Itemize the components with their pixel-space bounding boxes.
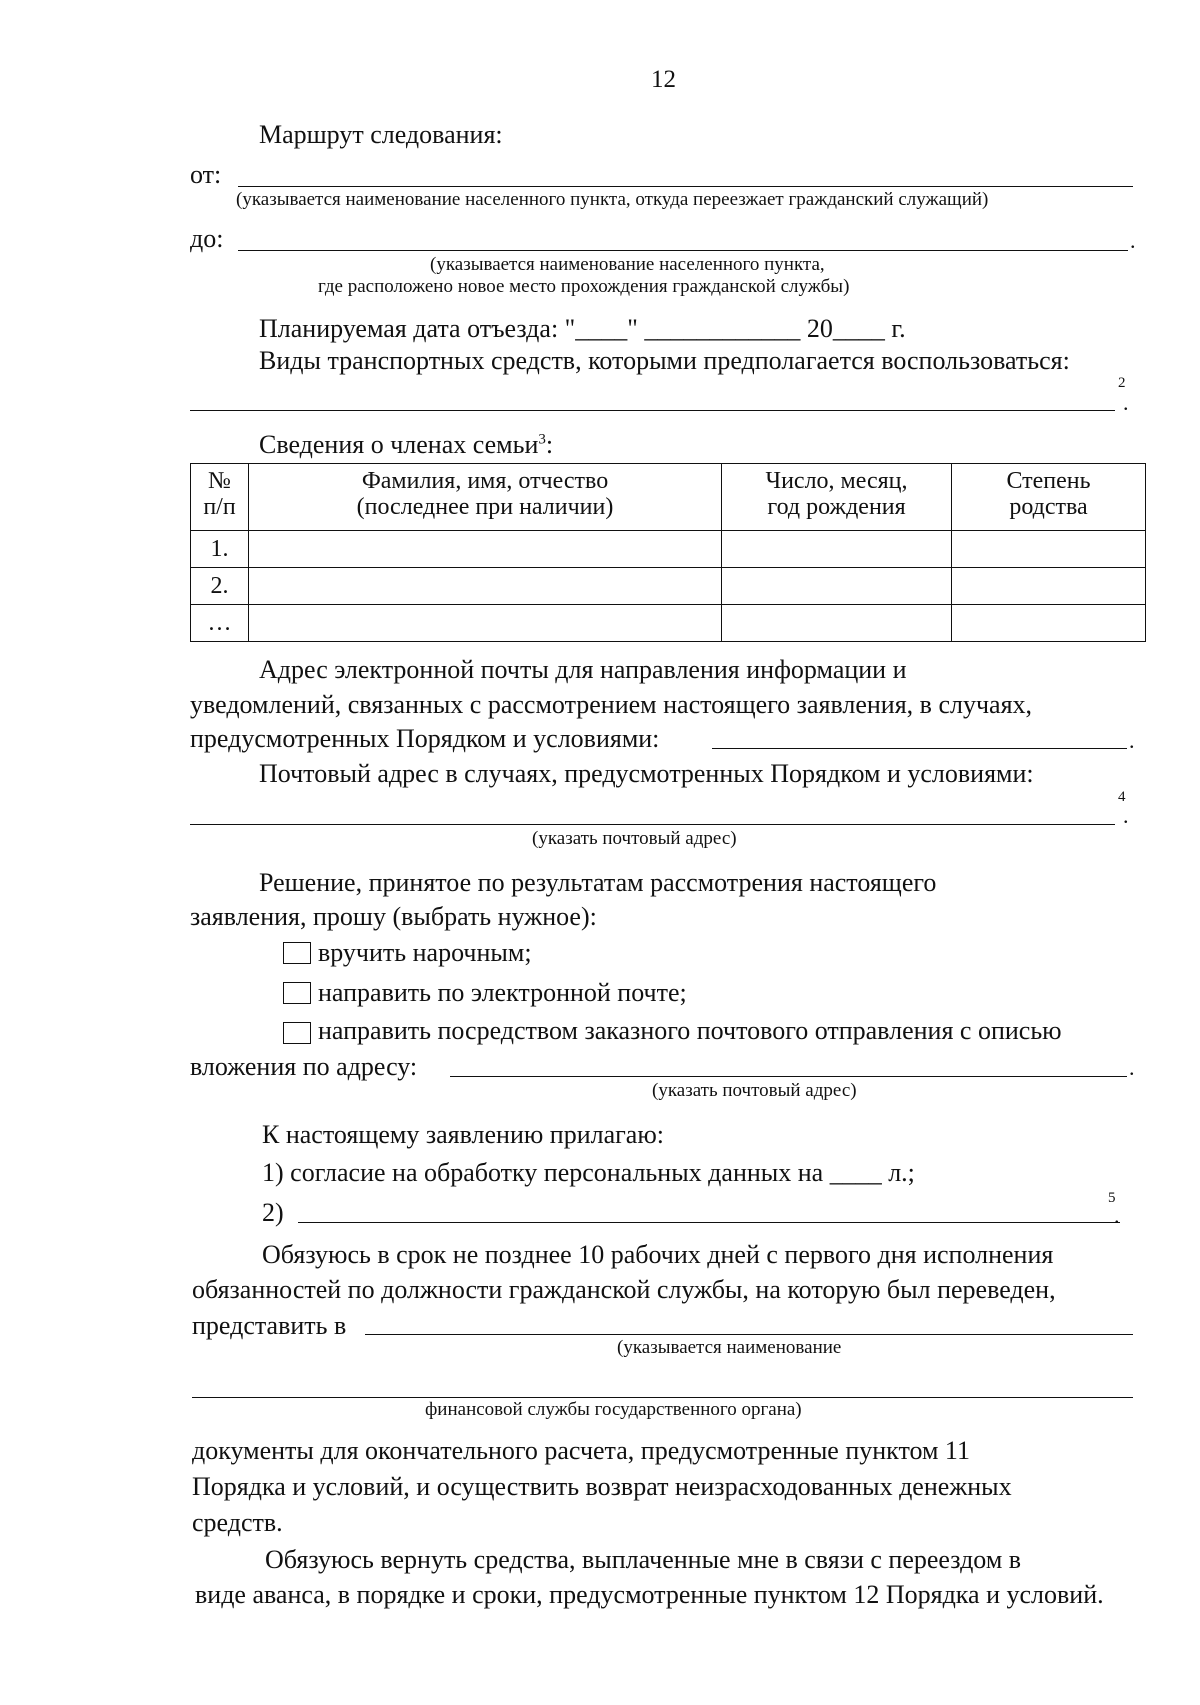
mail-address-hint: (указать почтовый адрес) [652,1080,857,1101]
header-number: № п/п [191,464,249,531]
birthdate-cell[interactable] [722,531,952,568]
option-email-checkbox[interactable] [283,982,311,1004]
finance-hint1: (указывается наименование [617,1337,842,1358]
relation-cell[interactable] [952,568,1146,605]
mail-address-field[interactable] [450,1076,1127,1077]
transport-field[interactable] [190,410,1115,411]
postal-footnote: 4 [1118,789,1126,805]
transport-end: . [1123,390,1129,415]
route-title: Маршрут следования: [259,120,503,149]
birthdate-cell[interactable] [722,605,952,642]
header-birthdate: Число, месяц, год рождения [722,464,952,531]
table-row [191,568,1146,605]
relation-cell[interactable] [952,605,1146,642]
finance-hint2: финансовой службы государственного органа) [425,1399,802,1420]
refund-line2: виде аванса, в порядке и сроки, предусмотренные пунктом 12 Порядка и условий. [195,1580,1104,1609]
attachment-item2-field[interactable] [298,1222,1120,1223]
to-end: . [1130,228,1136,253]
transport-footnote: 2 [1118,375,1126,391]
header-relation: Степень родства [952,464,1146,531]
fullname-cell[interactable] [249,605,722,642]
obligation-line6: средств. [192,1508,283,1537]
header-fullname: Фамилия, имя, отчество (последнее при наличии) [249,464,722,531]
option-courier-checkbox[interactable] [283,942,311,964]
row-number: … [191,605,249,642]
postal-end: . [1123,803,1129,828]
family-title: Сведения о членах семьи$^3$: [259,430,554,459]
obligation-line3: представить в [192,1311,347,1340]
page-number: 12 [651,66,676,93]
attachment-end: . [1114,1203,1120,1228]
family-table [190,463,1146,642]
attachments-title: К настоящему заявлению прилагаю: [262,1120,664,1149]
email-line3: предусмотренных Порядком и условиями: [190,724,660,753]
birthdate-cell[interactable] [722,568,952,605]
relation-cell[interactable] [952,531,1146,568]
finance-service-field[interactable] [365,1334,1133,1335]
email-field[interactable] [712,748,1127,749]
to-field[interactable] [238,250,1128,251]
decision-line2: заявления, прошу (выбрать нужное): [190,902,597,931]
attachment-item1: 1) согласие на обработку персональных данных на ____ л.; [262,1158,915,1187]
fullname-cell[interactable] [249,531,722,568]
mail-address-end: . [1129,1055,1135,1080]
email-line2: уведомлений, связанных с рассмотрением настоящего заявления, в случаях, [190,690,1033,719]
email-line1: Адрес электронной почты для направления информации и [259,655,907,684]
table-row [191,605,1146,642]
to-label: до: [190,224,224,253]
option-email-label: направить по электронной почте; [318,978,687,1007]
table-row [191,531,1146,568]
postal-label: Почтовый адрес в случаях, предусмотренных Порядком и условиями: [259,759,1034,788]
obligation-line2: обязанностей по должности гражданской службы, на которую был переведен, [192,1275,1056,1304]
family-table-header [191,464,1146,531]
option-mail-checkbox[interactable] [283,1022,311,1044]
refund-line1: Обязуюсь вернуть средства, выплаченные мне в связи с переездом в [265,1545,1022,1574]
postal-field[interactable] [190,824,1115,825]
attachment-footnote: 5 [1108,1190,1116,1206]
obligation-line1: Обязуюсь в срок не позднее 10 рабочих дней с первого дня исполнения [262,1240,1054,1269]
option-courier-label: вручить нарочным; [318,938,532,967]
to-hint-line2: где расположено новое место прохождения гражданской службы) [318,276,850,297]
finance-service-field2[interactable] [192,1397,1133,1398]
fullname-cell[interactable] [249,568,722,605]
decision-line1: Решение, принятое по результатам рассмотрения настоящего [259,868,937,897]
to-hint-line1: (указывается наименование населенного пункта, [430,254,825,275]
obligation-line4: документы для окончательного расчета, предусмотренные пунктом 11 [192,1436,970,1465]
departure-date: Планируемая дата отъезда: "____" ____________ 20____ г. [259,314,906,343]
row-number: 2. [191,568,249,605]
email-end: . [1129,728,1135,753]
mail-address-label: вложения по адресу: [190,1052,418,1081]
postal-hint: (указать почтовый адрес) [532,828,737,849]
from-field[interactable] [238,186,1133,187]
row-number: 1. [191,531,249,568]
from-hint: (указывается наименование населенного пункта, откуда переезжает гражданский служащий) [236,189,989,210]
attachment-item2-number: 2) [262,1198,284,1227]
option-mail-label: направить посредством заказного почтового отправления с описью [318,1016,1062,1045]
obligation-line5: Порядка и условий, и осуществить возврат неизрасходованных денежных [192,1472,1012,1501]
transport-label: Виды транспортных средств, которыми предполагается воспользоваться: [259,346,1070,375]
from-label: от: [190,160,222,189]
